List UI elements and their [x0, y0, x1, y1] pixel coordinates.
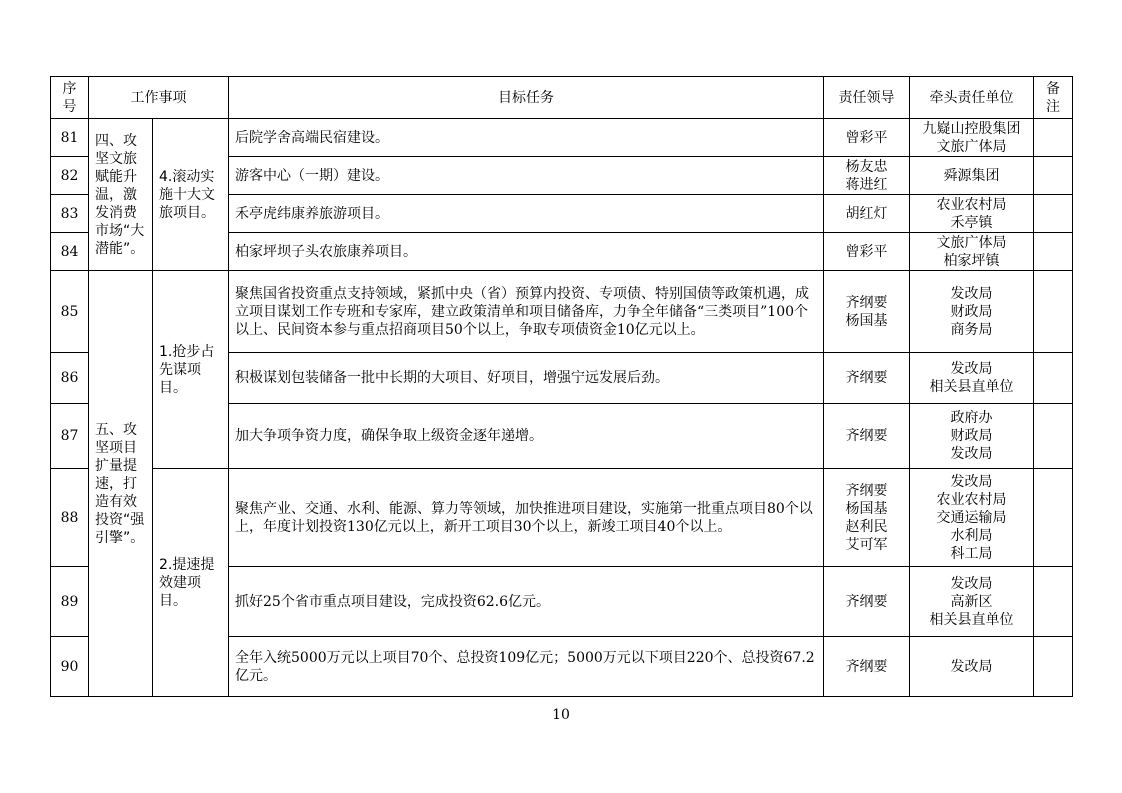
- unit-cell: 发改局 财政局 商务局: [910, 271, 1034, 353]
- goal-cell: 后院学舍高端民宿建设。: [229, 119, 824, 157]
- unit-cell: 九嶷山控股集团 文旅广体局: [910, 119, 1034, 157]
- unit-cell: 农业农村局 禾亭镇: [910, 195, 1034, 233]
- unit-cell: 政府办 财政局 发改局: [910, 404, 1034, 469]
- leader-cell: 齐纲要 杨国基: [824, 271, 910, 353]
- note-cell: [1034, 195, 1073, 233]
- leader-cell: 齐纲要 杨国基 赵利民 艾可军: [824, 469, 910, 567]
- note-cell: [1034, 233, 1073, 271]
- leader-cell: 齐纲要: [824, 353, 910, 404]
- note-cell: [1034, 353, 1073, 404]
- row-no: 86: [51, 353, 89, 404]
- goal-cell: 抓好25个省市重点项目建设，完成投资62.6亿元。: [229, 567, 824, 637]
- goal-cell: 加大争项争资力度，确保争取上级资金逐年递增。: [229, 404, 824, 469]
- goal-cell: 全年入统5000万元以上项目70个、总投资109亿元；5000万元以下项目220个、总投资67.2亿元。: [229, 637, 824, 697]
- table-row: [51, 469, 1073, 567]
- category-cell: 五、攻坚项目扩量提速，打造有效投资“强引擎”。: [89, 271, 153, 697]
- page-number: 10: [552, 707, 570, 723]
- note-cell: [1034, 271, 1073, 353]
- table-row: [51, 271, 1073, 353]
- category-cell: 四、攻坚文旅赋能升温，激发消费市场“大潜能”。: [89, 119, 153, 271]
- note-cell: [1034, 157, 1073, 195]
- subcategory-cell: 2.提速提效建项目。: [153, 469, 229, 697]
- goal-cell: 游客中心（一期）建设。: [229, 157, 824, 195]
- row-no: 84: [51, 233, 89, 271]
- header-goal: 目标任务: [229, 77, 824, 119]
- note-cell: [1034, 637, 1073, 697]
- note-cell: [1034, 119, 1073, 157]
- header-leader: 责任领导: [824, 77, 910, 119]
- leader-cell: 齐纲要: [824, 567, 910, 637]
- row-no: 87: [51, 404, 89, 469]
- header-unit: 牵头责任单位: [910, 77, 1034, 119]
- header-note: 备 注: [1034, 77, 1073, 119]
- note-cell: [1034, 567, 1073, 637]
- goal-cell: 柏家坪坝子头农旅康养项目。: [229, 233, 824, 271]
- goal-cell: 禾亭虎纬康养旅游项目。: [229, 195, 824, 233]
- header-row: [51, 77, 1073, 119]
- leader-cell: 曾彩平: [824, 119, 910, 157]
- goal-cell: 聚焦国省投资重点支持领域，紧抓中央（省）预算内投资、专项债、特别国债等政策机遇，成立项目谋划工作专班和专家库，建立政策清单和项目储备库，力争全年储备“三类项目”100个以上、民间资本参与重点招商项目50个以上，争取专项债资金10亿元以上。: [229, 271, 824, 353]
- goal-cell: 积极谋划包装储备一批中长期的大项目、好项目，增强宁远发展后劲。: [229, 353, 824, 404]
- header-work-item: 工作事项: [89, 77, 229, 119]
- subcategory-cell: 4.滚动实施十大文旅项目。: [153, 119, 229, 271]
- subcategory-cell: 1.抢步占先谋项目。: [153, 271, 229, 469]
- row-no: 89: [51, 567, 89, 637]
- note-cell: [1034, 469, 1073, 567]
- goal-cell: 聚焦产业、交通、水利、能源、算力等领域，加快推进项目建设，实施第一批重点项目80个以上，年度计划投资130亿元以上，新开工项目30个以上，新竣工项目40个以上。: [229, 469, 824, 567]
- leader-cell: 杨友忠 蒋进红: [824, 157, 910, 195]
- unit-cell: 发改局 农业农村局 交通运输局 水利局 科工局: [910, 469, 1034, 567]
- header-no: 序 号: [51, 77, 89, 119]
- unit-cell: 发改局 高新区 相关县直单位: [910, 567, 1034, 637]
- unit-cell: 发改局: [910, 637, 1034, 697]
- task-table: [50, 76, 1073, 697]
- table-row: [51, 119, 1073, 157]
- note-cell: [1034, 404, 1073, 469]
- unit-cell: 文旅广体局 柏家坪镇: [910, 233, 1034, 271]
- unit-cell: 舜源集团: [910, 157, 1034, 195]
- row-no: 90: [51, 637, 89, 697]
- leader-cell: 曾彩平: [824, 233, 910, 271]
- leader-cell: 齐纲要: [824, 404, 910, 469]
- leader-cell: 齐纲要: [824, 637, 910, 697]
- unit-cell: 发改局 相关县直单位: [910, 353, 1034, 404]
- row-no: 85: [51, 271, 89, 353]
- row-no: 88: [51, 469, 89, 567]
- row-no: 81: [51, 119, 89, 157]
- row-no: 82: [51, 157, 89, 195]
- leader-cell: 胡红灯: [824, 195, 910, 233]
- row-no: 83: [51, 195, 89, 233]
